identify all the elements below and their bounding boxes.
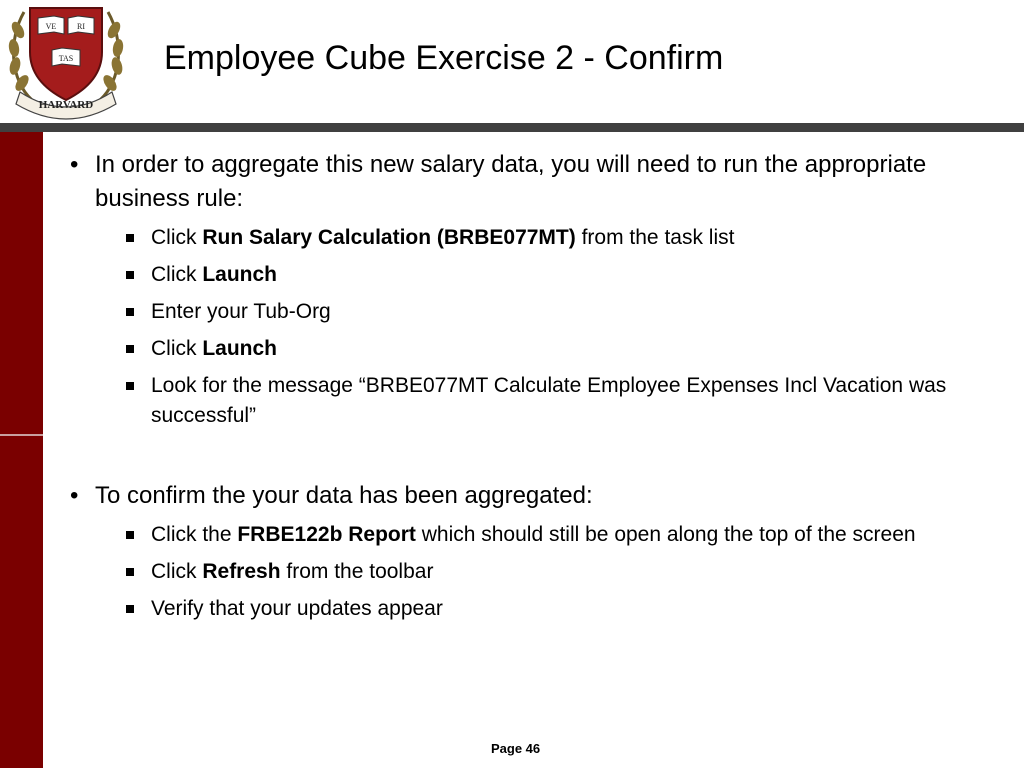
- sub-bullet-bold: Launch: [202, 337, 278, 360]
- sub-bullet-text: Verify that your updates appear: [151, 597, 443, 620]
- sub-bullet-text: Click: [151, 263, 203, 286]
- sub-bullet-text: Enter your Tub-Org: [151, 300, 331, 323]
- sub-bullet-text-after: from the toolbar: [280, 560, 434, 583]
- bullet-section-1: [70, 148, 990, 216]
- sub-bullet-text: Click the: [151, 523, 238, 546]
- ribbon-text: HARVARD: [38, 99, 94, 111]
- bullet-dot-icon: •: [70, 482, 79, 509]
- sub-bullet-text: Look for the message “BRBE077MT Calculate Employee Expenses Incl Vacation was successful”: [151, 374, 947, 427]
- sub-bullet-text: Click: [151, 560, 203, 583]
- square-bullet-icon: [126, 382, 134, 390]
- square-bullet-icon: [126, 234, 134, 242]
- shield-word-ve: VE: [45, 22, 57, 31]
- square-bullet-icon: [126, 271, 134, 279]
- sub-bullet-text-after: from the task list: [575, 226, 735, 249]
- sub-bullet-bold: Launch: [202, 263, 278, 286]
- square-bullet-icon: [126, 605, 134, 613]
- sub-bullet-text-after: which should still be open along the top of the screen: [415, 523, 916, 546]
- shield-word-ri: RI: [77, 22, 85, 31]
- sub-bullet: [126, 371, 990, 431]
- sub-bullet: [126, 334, 990, 364]
- slide-title: Employee Cube Exercise 2 - Confirm: [164, 39, 724, 77]
- bullet-dot-icon: •: [70, 151, 79, 178]
- sub-bullet-text: Click: [151, 337, 203, 360]
- left-accent-bar-lower: [0, 436, 43, 768]
- sub-bullet-bold: FRBE122b Report: [237, 523, 416, 546]
- top-divider: [0, 123, 1024, 132]
- sub-bullet: [126, 557, 990, 587]
- square-bullet-icon: [126, 308, 134, 316]
- square-bullet-icon: [126, 531, 134, 539]
- harvard-logo: [2, 0, 130, 120]
- sub-bullet-bold: Run Salary Calculation (BRBE077MT): [202, 226, 576, 249]
- slide-content: [70, 148, 990, 624]
- sub-bullet: [126, 297, 990, 327]
- sub-bullet: [126, 260, 990, 290]
- bullet-section-2: [70, 479, 990, 513]
- sub-bullet: [126, 223, 990, 253]
- shield-word-tas: TAS: [58, 54, 74, 63]
- sub-bullet-text: Click: [151, 226, 203, 249]
- bullet-text: In order to aggregate this new salary data, you will need to run the appropriate business rule:: [95, 151, 927, 212]
- page-number: Page 46: [491, 741, 541, 756]
- sub-bullet: [126, 594, 990, 624]
- sub-bullet-bold: Refresh: [202, 560, 281, 583]
- square-bullet-icon: [126, 345, 134, 353]
- sub-bullet: [126, 520, 990, 550]
- square-bullet-icon: [126, 568, 134, 576]
- left-accent-bar-upper: [0, 132, 43, 434]
- bullet-text: To confirm the your data has been aggregated:: [95, 482, 593, 509]
